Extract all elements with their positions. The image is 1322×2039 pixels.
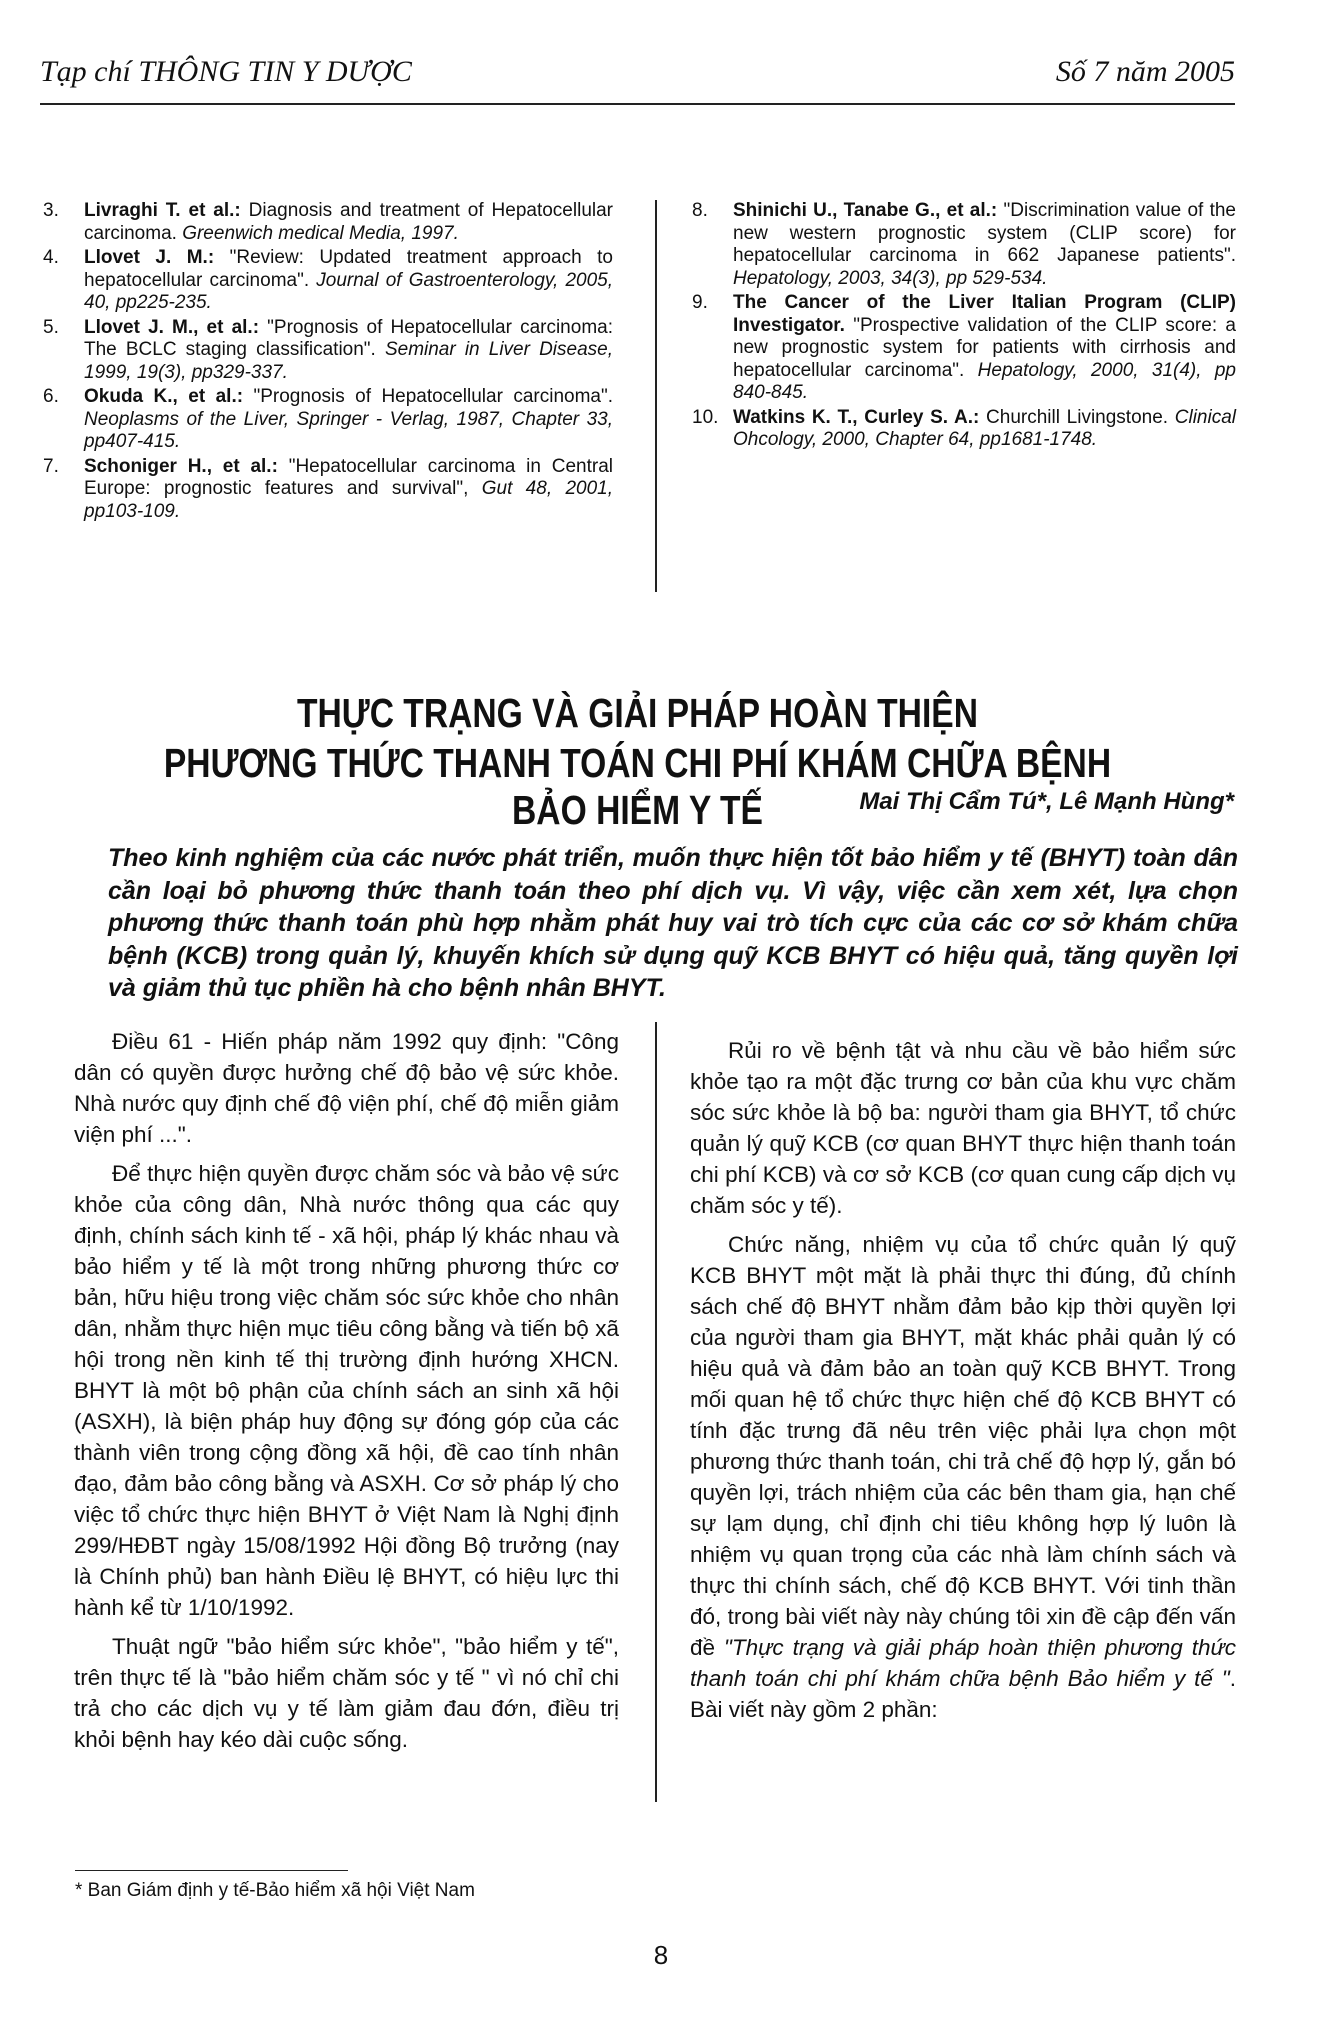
body-paragraph: Rủi ro về bệnh tật và nhu cầu về bảo hiểm sức khỏe tạo ra một đặc trưng cơ bản của khu vực chăm sóc sức khỏe là bộ ba: người tham gia BHYT, tổ chức quản lý quỹ KCB (cơ quan BHYT thực hiện thanh toán chi phí KCB) và cơ sở KCB (cơ quan cung cấp dịch vụ chăm sóc y tế). — [690, 1038, 1236, 1218]
reference-item — [43, 200, 613, 245]
reference-text: Churchill Livingstone. — [979, 406, 1175, 428]
article-topic-quote: "Thực trạng và giải pháp hoàn thiện phương thức thanh toán chi phí khám chữa bệnh Bảo hiểm y tế " — [690, 1635, 1236, 1691]
reference-source: Journal of Gastroenterology, 2005, 40, pp225-235. — [84, 269, 613, 313]
article-authors: Mai Thị Cẩm Tú*, Lê Mạnh Hùng* — [859, 788, 1234, 815]
reference-text: "Review: Updated treatment approach to hepatocellular carcinoma". — [84, 247, 613, 291]
reference-source: Neoplasms of the Liver, Springer - Verlag, 1987, Chapter 33, pp407-415. — [84, 408, 613, 452]
reference-item — [43, 247, 613, 315]
footnote-rule — [75, 1870, 348, 1871]
reference-authors: Schoniger H., et al.: — [84, 455, 278, 477]
reference-item — [692, 292, 1236, 405]
article-title-line-2: PHƯƠNG THỨC THANH TOÁN CHI PHÍ KHÁM CHỮA BỆNH BẢO HIỂM Y TẾ — [163, 740, 1112, 833]
reference-source: Clinical Ohcology, 2000, Chapter 64, pp1681-1748. — [733, 406, 1236, 450]
reference-authors: Livraghi T. et al.: — [84, 200, 241, 221]
header-rule — [40, 103, 1235, 105]
reference-authors: The Cancer of the Liver Italian Program (CLIP) Investigator. — [733, 292, 1236, 336]
reference-source: Seminar in Liver Disease, 1999, 19(3), pp329-337. — [84, 339, 613, 383]
author-footnote: * Ban Giám định y tế-Bảo hiểm xã hội Việt Nam — [75, 1880, 475, 1901]
reference-source: Hepatology, 2000, 31(4), pp 840-845. — [733, 359, 1236, 403]
reference-authors: Shinichi U., Tanabe G., et al.: — [733, 200, 998, 221]
reference-item — [43, 317, 613, 385]
journal-header — [40, 55, 1235, 89]
reference-item — [692, 407, 1236, 452]
reference-authors: Okuda K., et al.: — [84, 386, 244, 407]
body-paragraph: Điều 61 - Hiến pháp năm 1992 quy định: "Công dân có quyền được hưởng chế độ bảo vệ sức khỏe. Nhà nước quy định chế độ viện phí, chế độ miễn giảm viện phí ...". — [74, 1029, 619, 1147]
references-right — [692, 200, 1236, 454]
reference-source: Greenwich medical Media, 1997. — [182, 222, 459, 244]
reference-text: "Prognosis of Hepatocellular carcinoma: The BCLC staging classification". — [84, 316, 613, 360]
body-paragraph: Thuật ngữ "bảo hiểm sức khỏe", "bảo hiểm y tế", trên thực tế là "bảo hiểm chăm sóc y tế " vì nó chỉ chi trả cho các dịch vụ y tế làm giảm đau đớn, điều trị khỏi bệnh hay kéo dài cuộc sống. — [74, 1634, 619, 1752]
body-paragraph — [690, 1229, 1236, 1725]
reference-number: 9. — [692, 292, 708, 313]
journal-title: Tạp chí THÔNG TIN Y DƯỢC — [40, 55, 412, 88]
body-text: Chức năng, nhiệm vụ của tổ chức quản lý quỹ KCB BHYT một mặt là phải thực thi đúng, đủ chính sách chế độ BHYT nhằm đảm bảo kịp thời quyền lợi của người tham gia BHYT, mặt khác phải quản lý có hiệu quả và đảm bảo an toàn quỹ KCB BHYT. Trong mối quan hệ tổ chức thực hiện chế độ KCB BHYT có tính đặc trưng đã nêu trên việc phải lựa chọn một phương thức thanh toán, chi trả chế độ hợp lý, gắn bó quyền lợi, trách nhiệm của các bên tham gia, hạn chế sự lạm dụng, chỉ định chi tiêu không hợp lý luôn là nhiệm vụ quan trọng của các nhà làm chính sách và thực thi chính sách, chế độ KCB BHYT. Với tinh thần đó, trong bài viết này này chúng tôi xin đề cập đến vấn đề — [690, 1232, 1236, 1660]
reference-number: 4. — [43, 247, 59, 268]
reference-number: 7. — [43, 455, 59, 477]
body-text: . Bài viết này gồm 2 phần: — [690, 1666, 1236, 1722]
column-divider-body — [655, 1022, 657, 1802]
body-column-left — [74, 1026, 619, 1763]
references-left — [43, 200, 613, 525]
column-divider-refs — [655, 200, 657, 592]
reference-item — [43, 386, 613, 454]
reference-number: 6. — [43, 386, 59, 407]
reference-number: 3. — [43, 200, 59, 221]
article-title-line-1: THỰC TRẠNG VÀ GIẢI PHÁP HOÀN THIỆN — [296, 690, 979, 736]
reference-number: 8. — [692, 200, 708, 221]
page-number: 8 — [653, 1940, 669, 1970]
reference-text: "Prognosis of Hepatocellular carcinoma". — [243, 386, 613, 407]
body-paragraph: Để thực hiện quyền được chăm sóc và bảo vệ sức khỏe của công dân, Nhà nước thông qua các quy định, chính sách kinh tế - xã hội, pháp lý khác nhau và bảo hiểm y tế là một trong những phương thức cơ bản, hữu hiệu trong việc chăm sóc sức khỏe cho nhân dân, nhằm thực hiện mục tiêu công bằng và tiến bộ xã hội trong nền kinh tế thị trường định hướng XHCN. BHYT là một bộ phận của chính sách an sinh xã hội (ASXH), là biện pháp huy động sự đóng góp của các thành viên trong cộng đồng xã hội, đề cao tính nhân đạo, đảm bảo công bằng và ASXH. Cơ sở pháp lý cho việc tổ chức thực hiện BHYT ở Việt Nam là Nghị định 299/HĐBT ngày 15/08/1992 Hội đồng Bộ trưởng (nay là Chính phủ) ban hành Điều lệ BHYT, có hiệu lực thi hành kể từ 1/10/1992. — [74, 1161, 619, 1620]
reference-authors: Llovet J. M.: — [84, 247, 215, 268]
reference-text: "Prospective validation of the CLIP score: a new prognostic system for patients with cirrhosis and hepatocellular carcinoma". — [733, 314, 1236, 381]
reference-text: "Discrimination value of the new western prognostic system (CLIP score) for hepatocellular carcinoma in 662 Japanese patients". — [733, 200, 1236, 266]
reference-authors: Watkins K. T., Curley S. A.: — [733, 406, 980, 428]
reference-item — [43, 456, 613, 524]
reference-authors: Llovet J. M., et al.: — [84, 316, 260, 338]
reference-item — [692, 200, 1236, 290]
body-column-right — [690, 1035, 1236, 1733]
article-abstract: Theo kinh nghiệm của các nước phát triển, muốn thực hiện tốt bảo hiểm y tế (BHYT) toàn dân cần loại bỏ phương thức thanh toán theo phí dịch vụ. Vì vậy, việc cần xem xét, lựa chọn phương thức thanh toán phù hợp nhằm phát huy vai trò tích cực của các cơ sở khám chữa bệnh (KCB) trong quản lý, khuyến khích sử dụng quỹ KCB BHYT có hiệu quả, tăng quyền lợi và giảm thủ tục phiền hà cho bệnh nhân BHYT. — [108, 844, 1238, 1002]
reference-text: Diagnosis and treatment of Hepatocellular carcinoma. — [84, 200, 613, 244]
reference-number: 5. — [43, 316, 59, 338]
reference-source: Gut 48, 2001, pp103-109. — [84, 478, 613, 522]
reference-source: Hepatology, 2003, 34(3), pp 529-534. — [733, 267, 1048, 289]
reference-number: 10. — [692, 406, 719, 428]
issue-label: Số 7 năm 2005 — [1055, 55, 1235, 88]
reference-text: "Hepatocellular carcinoma in Central Europe: prognostic features and survival", — [84, 455, 613, 499]
